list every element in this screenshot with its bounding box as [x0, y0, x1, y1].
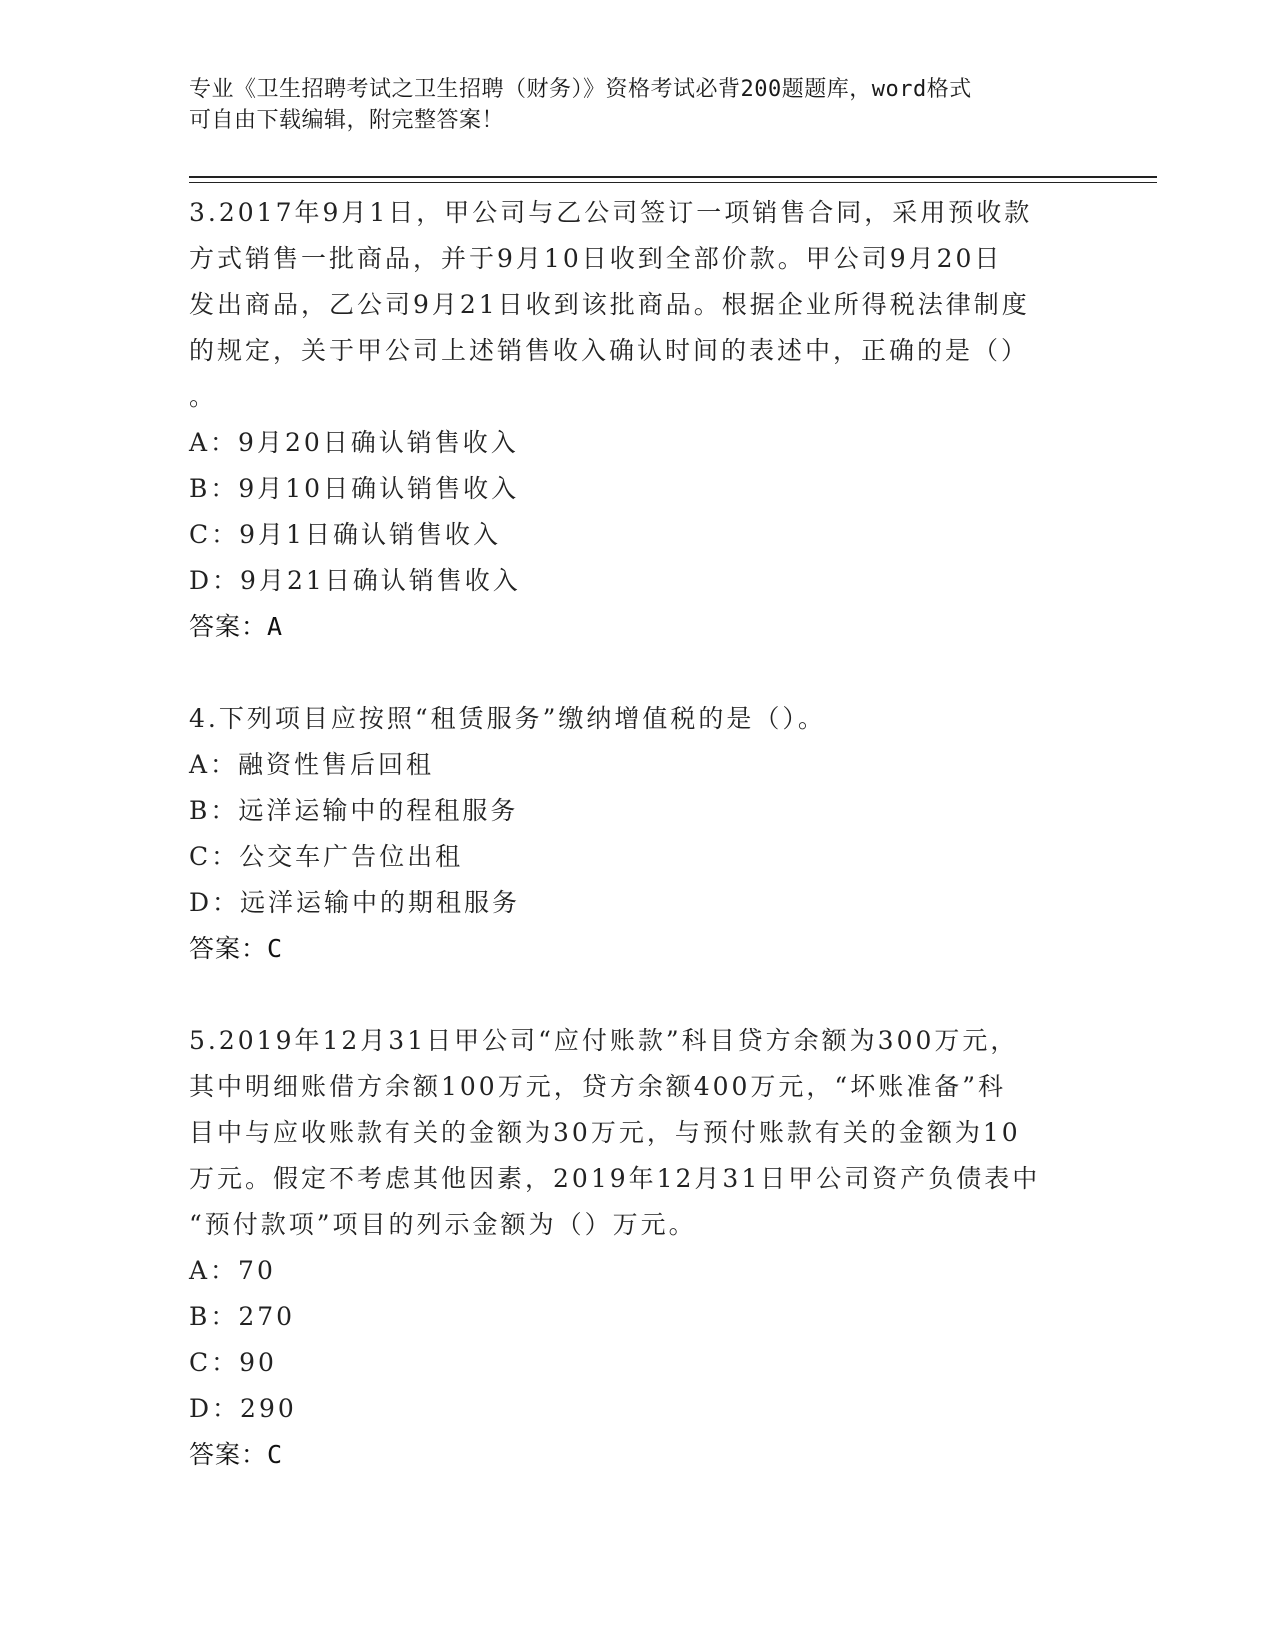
- option-a: A：融资性售后回租: [189, 750, 435, 779]
- header-divider-thin: [189, 182, 1157, 183]
- option-b: B：远洋运输中的程租服务: [189, 796, 519, 825]
- question-text-line: 方式销售一批商品，并于9月10日收到全部价款。甲公司9月20日: [189, 244, 1003, 273]
- option-b: B：9月10日确认销售收入: [189, 474, 520, 503]
- option-d: D：9月21日确认销售收入: [189, 566, 521, 595]
- question-spacer: [189, 650, 1089, 696]
- option-b: B：270: [189, 1302, 296, 1331]
- answer-label: 答案：A: [189, 612, 284, 641]
- question-text-line: “预付款项”项目的列示金额为（）万元。: [189, 1210, 697, 1239]
- option-c: C：公交车广告位出租: [189, 842, 464, 871]
- option-c: C：9月1日确认销售收入: [189, 520, 501, 549]
- header-title-line-1: 专业《卫生招聘考试之卫生招聘（财务）》资格考试必背200题题库，word格式: [189, 77, 972, 102]
- question-text-line: 其中明细账借方余额100万元，贷方余额400万元，“坏账准备”科: [189, 1072, 1006, 1101]
- option-c: C：90: [189, 1348, 277, 1377]
- question-text-line: 4.下列项目应按照“租赁服务”缴纳增值税的是（）。: [189, 704, 826, 733]
- header-title-line-2: 可自由下载编辑，附完整答案！: [189, 108, 505, 133]
- question-spacer: [189, 972, 1089, 1018]
- header-divider-thick: [189, 176, 1157, 178]
- question-text-line: 。: [189, 382, 218, 411]
- question-block-5: [189, 1018, 1089, 1478]
- question-text-line: 发出商品，乙公司9月21日收到该批商品。根据企业所得税法律制度: [189, 290, 1030, 319]
- option-d: D：远洋运输中的期租服务: [189, 888, 521, 917]
- option-a: A：9月20日确认销售收入: [189, 428, 519, 457]
- question-list: [189, 190, 1089, 1478]
- question-text-line: 目中与应收账款有关的金额为30万元，与预付账款有关的金额为10: [189, 1118, 1021, 1147]
- option-d: D：290: [189, 1394, 297, 1423]
- question-text-line: 万元。假定不考虑其他因素，2019年12月31日甲公司资产负债表中: [189, 1164, 1041, 1193]
- question-text-line: 3.2017年9月1日，甲公司与乙公司签订一项销售合同，采用预收款: [189, 198, 1033, 227]
- question-block-4: [189, 696, 1089, 972]
- question-text-line: 的规定，关于甲公司上述销售收入确认时间的表述中，正确的是（）: [189, 336, 1030, 365]
- document-header: [189, 74, 1069, 136]
- question-block-3: [189, 190, 1089, 650]
- answer-label: 答案：C: [189, 934, 284, 963]
- option-a: A：70: [189, 1256, 276, 1285]
- question-text-line: 5.2019年12月31日甲公司“应付账款”科目贷方余额为300万元，: [189, 1026, 1019, 1055]
- answer-label: 答案：C: [189, 1440, 284, 1469]
